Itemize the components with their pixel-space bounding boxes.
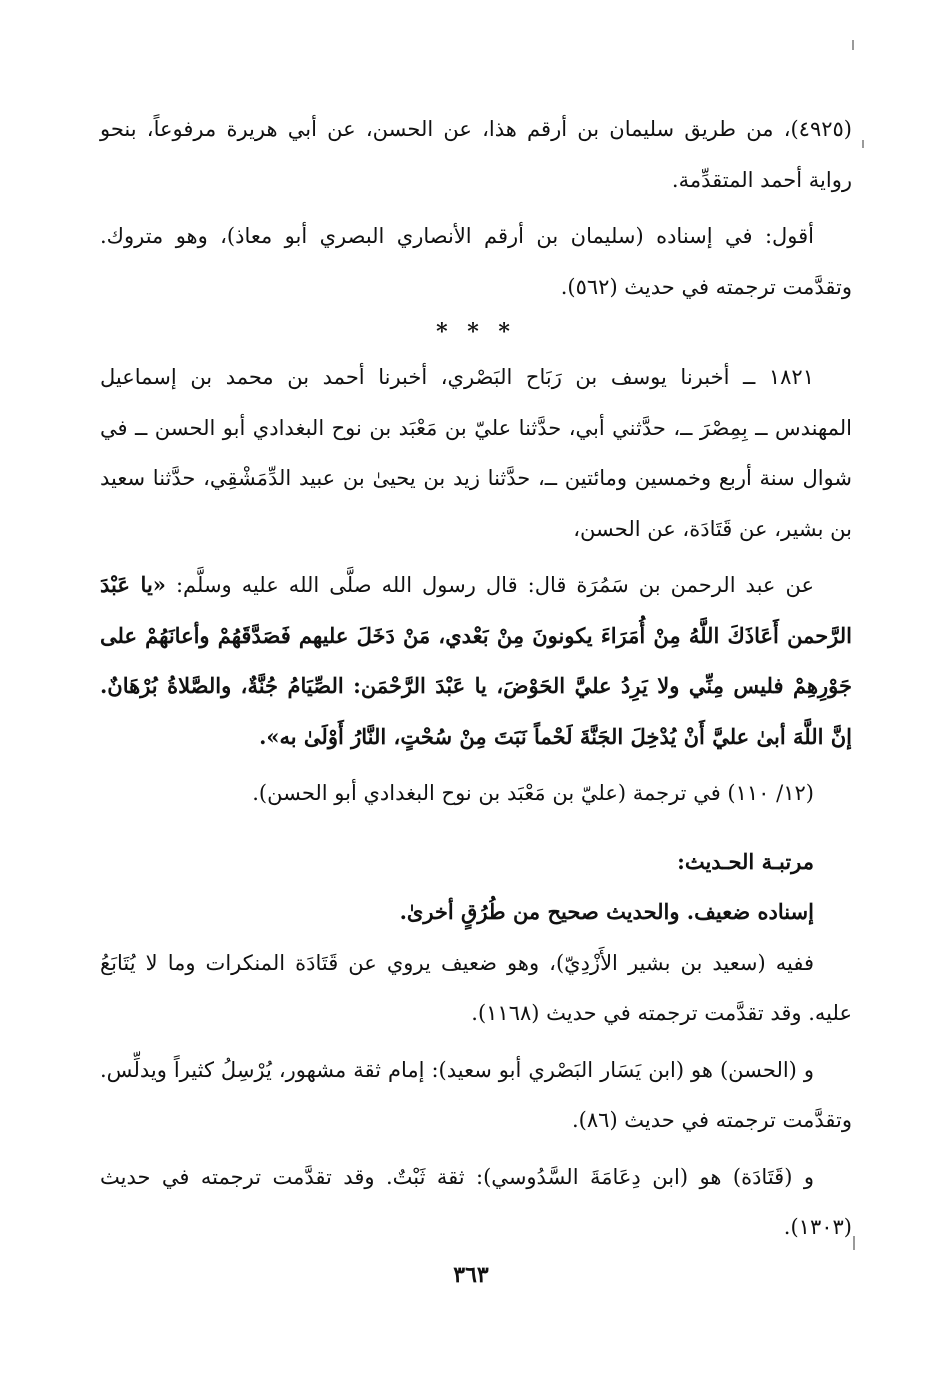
hadith-isnad: ١٨٢١ ــ أخبرنا يوسف بن رَبَاح البَصْري، أخبرنا أحمد بن محمد بن إسماعيل المهندس ــ بِمِصْرَ ــ، حدَّثني أبي، حدَّثنا عليّ بن مَعْبَد بن نوح البغدادي أبو الحسن ــ في شوال سنة أربع وخمسين ومائتين ــ، حدَّثنا زيد بن يحيىٰ بن عبيد الدِّمَشْقِي، حدَّثنا سعيد بن بشير، عن قَتَادَة، عن الحسن، bbox=[100, 365, 852, 541]
grading-note: ففيه (سعيد بن بشير الأَزْدِيّ)، وهو ضعيف يروي عن قَتَادَة المنكرات وما لا يُتَابَعُ عليه. وقد تقدَّمت ترجمته في حديث (١١٦٨). bbox=[100, 950, 852, 1025]
grading-verdict: إسناده ضعيف. والحديث صحيح من طُرُقٍ أخرىٰ. bbox=[399, 899, 814, 924]
scan-margin-mark bbox=[852, 40, 854, 50]
hadith-matn: «يا عَبْدَ الرَّحمن أَعَاذَكَ اللَّهُ مِنْ أُمَرَاءَ يكونونَ مِنْ بَعْدي، مَنْ دَخَلَ عليهم فَصَدَّقَهُمْ وأعانَهُمْ على جَوْرِهِمْ فليس مِنِّي ولا يَرِدُ عليَّ الحَوْضَ، يا عَبْدَ الرَّحْمَن: الصِّيَامُ جُنَّةٌ، والصَّلاةُ بُرْهَانٌ. إنَّ اللَّهَ أبىٰ عليَّ أَنْ يُدْخِلَ الجَنَّةَ لَحْماً نَبَتَ مِنْ سُحْتٍ، النَّارُ أَوْلَىٰ به». bbox=[100, 572, 852, 749]
page-body bbox=[100, 104, 852, 1253]
scan-margin-mark bbox=[862, 140, 864, 148]
page-number: ٣٦٣ bbox=[453, 1262, 489, 1288]
hadith-chain-end: عن عبد الرحمن بن سَمُرَة قال: قال رسول الله صلَّى الله عليه وسلَّم: bbox=[175, 573, 814, 597]
section-separator: * * * bbox=[436, 319, 516, 345]
scan-margin-mark bbox=[853, 1236, 855, 1250]
hadith-reference: (١٢/ ١١٠) في ترجمة (عليّ بن مَعْبَد بن نوح البغدادي أبو الحسن). bbox=[252, 781, 814, 805]
hadith-text bbox=[100, 560, 852, 762]
intro-paragraph: (٤٩٢٥)، من طريق سليمان بن أرقم هذا، عن الحسن، عن أبي هريرة مرفوعاً، بنحو رواية أحمد المتقدِّمة. bbox=[100, 117, 852, 192]
grading-note: و (قَتَادَة) هو (ابن دِعَامَةَ السَّدُوسي): ثقة ثَبْتٌ. وقد تقدَّمت ترجمته في حديث (١٣٠٣). bbox=[100, 1164, 852, 1239]
grading-note: و (الحسن) هو (ابن يَسَار البَصْري أبو سعيد): إمام ثقة مشهور، يُرْسِلُ كثيراً ويدلِّس. وتقدَّمت ترجمته في حديث (٨٦). bbox=[100, 1057, 852, 1132]
grading-heading: مرتبـة الحـديث: bbox=[677, 848, 814, 874]
commentary-paragraph: أقول: في إسناده (سليمان بن أرقم الأنصاري البصري أبو معاذ)، وهو متروك. وتقدَّمت ترجمته في حديث (٥٦٢). bbox=[100, 224, 852, 299]
